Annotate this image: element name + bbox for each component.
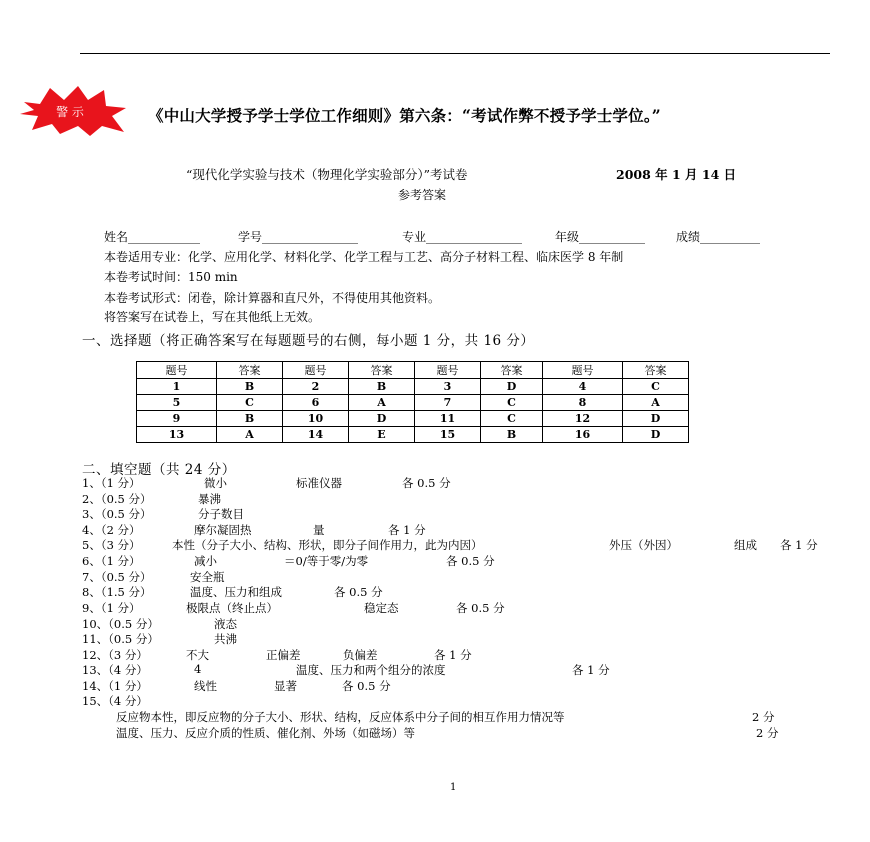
item-answer: 共沸 (214, 632, 237, 646)
item-answer: ＝0/等于零/为零 (284, 554, 369, 568)
table-cell: E (349, 427, 415, 443)
item-answer: 线性 (194, 679, 217, 693)
item-number: 13、（4 分） (82, 663, 148, 677)
table-cell: B (217, 379, 283, 395)
item-score: 各 0.5 分 (402, 476, 451, 490)
instruction-line: 本卷适用专业：化学、应用化学、材料化学、化学工程与工艺、高分子材料工程、临床医学 8 年制 (104, 250, 624, 264)
instruction-line: 本卷考试形式：闭卷，除计算器和直尺外，不得使用其他资料。 (104, 291, 441, 305)
table-cell: 15 (415, 427, 481, 443)
item-answer: 温度、压力和两个组分的浓度 (296, 663, 446, 677)
warning-stamp (20, 86, 128, 136)
item-answer: 标准仪器 (296, 476, 342, 490)
instruction-line: 本卷考试时间：150 min (104, 270, 238, 284)
item-number: 5、（3 分） (82, 538, 141, 552)
item15-score: 2 分 (752, 710, 775, 724)
item-answer: 组成 (734, 538, 757, 552)
table-cell: B (349, 379, 415, 395)
item-answer: 减小 (194, 554, 217, 568)
item-answer: 极限点（终止点） (186, 601, 278, 615)
table-cell: C (217, 395, 283, 411)
item-number: 8、（1.5 分） (82, 585, 152, 599)
item-number: 14、（1 分） (82, 679, 148, 693)
table-cell: D (623, 411, 689, 427)
item-answer: 不大 (186, 648, 209, 662)
page-number: 1 (450, 782, 457, 793)
section1-title: 一、选择题（将正确答案写在每题题号的右侧，每小题 1 分，共 16 分） (82, 333, 535, 349)
field-grade: 年级___________ (555, 230, 646, 244)
table-cell: 10 (283, 411, 349, 427)
table-cell: 14 (283, 427, 349, 443)
field-score: 成绩__________ (676, 230, 761, 244)
table-cell: 7 (415, 395, 481, 411)
item-number: 12、（3 分） (82, 648, 148, 662)
item15-line: 温度、压力、反应介质的性质、催化剂、外场（如磁场）等 (116, 726, 415, 740)
item-score: 各 1 分 (388, 523, 426, 537)
table-cell: D (349, 411, 415, 427)
table-cell: C (623, 379, 689, 395)
table-cell: B (217, 411, 283, 427)
table-header-cell: 题号 (137, 362, 217, 379)
table-cell: 6 (283, 395, 349, 411)
field-name: 姓名____________ (104, 230, 201, 244)
table-cell: 11 (415, 411, 481, 427)
table-cell: D (623, 427, 689, 443)
top-rule (80, 53, 830, 54)
table-row (137, 411, 689, 427)
table-cell: 12 (543, 411, 623, 427)
table-cell: C (481, 395, 543, 411)
item-score: 各 0.5 分 (446, 554, 495, 568)
item-answer: 安全瓶 (190, 570, 225, 584)
item-answer: 负偏差 (343, 648, 378, 662)
table-cell: B (481, 427, 543, 443)
item-number: 4、（2 分） (82, 523, 141, 537)
table-cell: A (623, 395, 689, 411)
item15-line: 反应物本性，即反应物的分子大小、形状、结构，反应体系中分子间的相互作用力情况等 (116, 710, 565, 724)
item-answer: 微小 (204, 476, 227, 490)
item-answer: 本性（分子大小、结构、形状，即分子间作用力，此为内因） (172, 538, 483, 552)
item-answer: 温度、压力和组成 (190, 585, 282, 599)
section2-title: 二、填空题（共 24 分） (82, 462, 236, 478)
table-header-cell: 题号 (415, 362, 481, 379)
field-student-id: 学号________________ (238, 230, 359, 244)
exam-title: “现代化学实验与技术（物理化学实验部分）”考试卷 (186, 167, 468, 182)
field-major: 专业________________ (402, 230, 523, 244)
table-row (137, 427, 689, 443)
item-number: 1、（1 分） (82, 476, 141, 490)
item-score: 各 0.5 分 (334, 585, 383, 599)
item-number: 6、（1 分） (82, 554, 141, 568)
stamp-label: 警 示 (56, 105, 84, 119)
item-number: 7、（0.5 分） (82, 570, 152, 584)
item-number: 11、（0.5 分） (82, 632, 159, 646)
item-number: 9、（1 分） (82, 601, 141, 615)
table-cell: C (481, 411, 543, 427)
exam-subtitle: 参考答案 (398, 188, 447, 202)
item-answer: 外压（外因） (609, 538, 678, 552)
table-header-cell: 答案 (481, 362, 543, 379)
table-cell: A (349, 395, 415, 411)
item15-score: 2 分 (756, 726, 779, 740)
table-cell: 2 (283, 379, 349, 395)
table-cell: 9 (137, 411, 217, 427)
table-cell: D (481, 379, 543, 395)
item-number: 15、（4 分） (82, 694, 148, 708)
table-cell: A (217, 427, 283, 443)
instruction-line: 将答案写在试卷上，写在其他纸上无效。 (104, 310, 321, 324)
item-score: 各 0.5 分 (342, 679, 391, 693)
table-row (137, 395, 689, 411)
item-answer: 量 (313, 523, 325, 537)
item-number: 2、（0.5 分） (82, 492, 152, 506)
table-header-cell: 答案 (349, 362, 415, 379)
table-header-row (137, 362, 689, 379)
item-answer: 分子数目 (198, 507, 244, 521)
table-cell: 4 (543, 379, 623, 395)
table-cell: 3 (415, 379, 481, 395)
item-answer: 正偏差 (266, 648, 301, 662)
item-score: 各 1 分 (780, 538, 818, 552)
table-cell: 8 (543, 395, 623, 411)
table-header-cell: 答案 (217, 362, 283, 379)
item-answer: 暴沸 (198, 492, 221, 506)
item-answer: 显著 (274, 679, 297, 693)
item-answer: 稳定态 (364, 601, 399, 615)
table-cell: 13 (137, 427, 217, 443)
answer-table (136, 361, 689, 443)
item-score: 各 0.5 分 (456, 601, 505, 615)
table-cell: 5 (137, 395, 217, 411)
item-score: 各 1 分 (434, 648, 472, 662)
table-header-cell: 答案 (623, 362, 689, 379)
item-answer: 4 (194, 662, 202, 676)
table-header-cell: 题号 (283, 362, 349, 379)
notice-text: 《中山大学授予学士学位工作细则》第六条：“考试作弊不授予学士学位。” (148, 106, 661, 125)
table-row (137, 379, 689, 395)
item-score: 各 1 分 (572, 663, 610, 677)
item-answer: 液态 (214, 617, 237, 631)
item-answer: 摩尔凝固热 (194, 523, 252, 537)
item-number: 10、（0.5 分） (82, 617, 159, 631)
table-cell: 1 (137, 379, 217, 395)
exam-date: 2008 年 1 月 14 日 (616, 167, 737, 182)
table-header-cell: 题号 (543, 362, 623, 379)
item-number: 3、（0.5 分） (82, 507, 152, 521)
table-cell: 16 (543, 427, 623, 443)
